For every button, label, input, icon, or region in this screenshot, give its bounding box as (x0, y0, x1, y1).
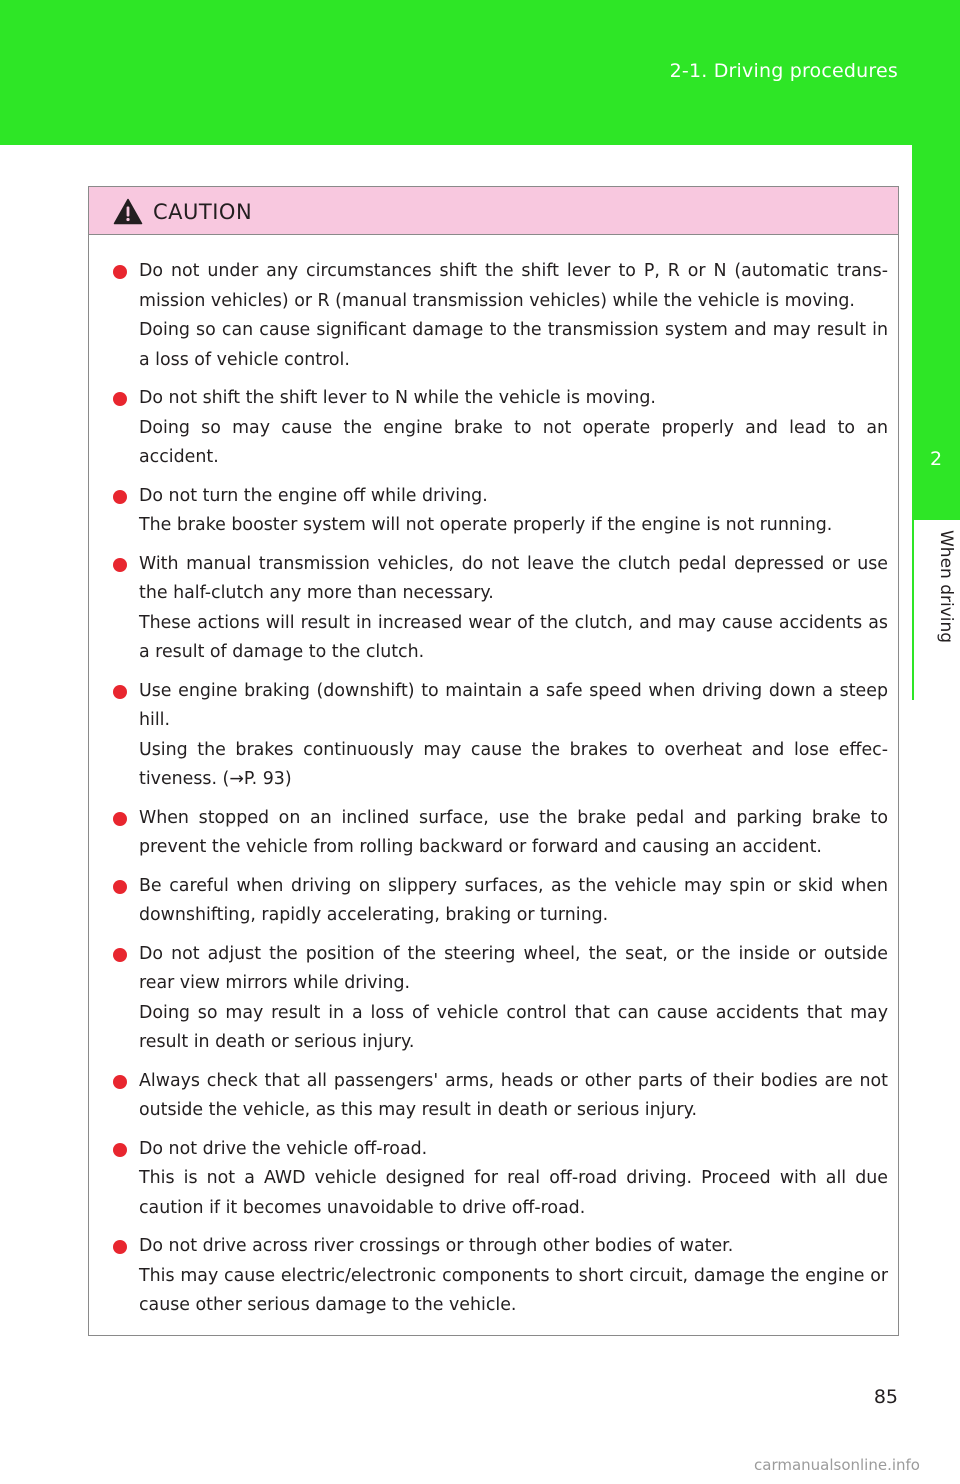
page-number: 85 (873, 1386, 898, 1408)
caution-item-text: Always check that all passengers' arms, heads or other parts of their bodies are not outside the vehicle, as this may result in death or serious injury. (139, 1070, 888, 1120)
caution-item (113, 677, 888, 795)
caution-item-text: Do not under any circumstances shift the shift lever to P, R or N (automatic trans-mission vehicles) or R (manual transmission vehicles) while the vehicle is moving. (139, 261, 888, 311)
caution-item-text: Do not adjust the position of the steering wheel, the seat, or the inside or outside rear view mirrors while driving. (139, 943, 888, 993)
bullet-icon (113, 1240, 127, 1254)
caution-item-detail: Using the brakes continuously may cause the brakes to overheat and lose effec-tiveness. (→P. 93) (139, 739, 888, 789)
caution-header (89, 187, 898, 235)
caution-title: CAUTION (153, 200, 253, 224)
caution-item-text: Do not drive the vehicle off-road. (139, 1138, 428, 1159)
chapter-number: 2 (929, 448, 943, 470)
warning-triangle-icon (113, 198, 143, 225)
caution-item-detail: Doing so can cause significant damage to the transmission system and may result in a loss of vehicle control. (139, 320, 888, 370)
caution-item-text: Do not shift the shift lever to N while the vehicle is moving. (139, 388, 656, 408)
caution-item (113, 550, 888, 668)
bullet-icon (113, 392, 127, 406)
section-title: 2-1. Driving procedures (669, 60, 898, 82)
caution-item-detail: This may cause electric/electronic components to short circuit, damage the engine or cause other serious damage to the vehicle. (139, 1265, 888, 1315)
caution-item (113, 872, 888, 931)
bullet-icon (113, 812, 127, 826)
watermark: carmanualsonline.info (754, 1456, 920, 1474)
chapter-divider (912, 520, 914, 700)
caution-item (113, 1067, 888, 1126)
bullet-icon (113, 558, 127, 572)
caution-item (113, 482, 888, 541)
caution-item-detail: Doing so may cause the engine brake to not operate properly and lead to an accident. (139, 417, 888, 467)
bullet-icon (113, 490, 127, 504)
caution-item-detail: This is not a AWD vehicle designed for real off-road driving. Proceed with all due caution if it becomes unavoidable to drive off-road. (139, 1168, 888, 1218)
caution-item (113, 384, 888, 473)
caution-item-text: With manual transmission vehicles, do not leave the clutch pedal depressed or use the half-clutch any more than necessary. (139, 553, 888, 603)
caution-item-text: Do not turn the engine off while driving. (139, 485, 488, 506)
caution-item-detail: Doing so may result in a loss of vehicle control that can cause accidents that may result in death or serious injury. (139, 1002, 888, 1052)
caution-item-text: When stopped on an inclined surface, use the brake pedal and parking brake to prevent the vehicle from rolling backward or forward and causing an accident. (139, 807, 888, 857)
caution-item-detail: These actions will result in increased wear of the clutch, and may cause accidents as a result of damage to the clutch. (139, 612, 888, 662)
caution-item (113, 1232, 888, 1321)
caution-item-text: Use engine braking (downshift) to maintain a safe speed when driving down a steep hill. (139, 680, 888, 730)
caution-item-text: Be careful when driving on slippery surfaces, as the vehicle may spin or skid when downshifting, rapidly accelerating, braking or turning. (139, 875, 888, 925)
caution-item-text: Do not drive across river crossings or through other bodies of water. (139, 1236, 734, 1256)
caution-list (89, 235, 898, 1321)
caution-item (113, 257, 888, 375)
bullet-icon (113, 265, 127, 279)
caution-item (113, 1135, 888, 1224)
bullet-icon (113, 1143, 127, 1157)
caution-box (88, 186, 899, 1336)
bullet-icon (113, 685, 127, 699)
caution-item (113, 804, 888, 863)
caution-item-detail: The brake booster system will not operate properly if the engine is not running. (139, 515, 833, 535)
bullet-icon (113, 948, 127, 962)
bullet-icon (113, 1075, 127, 1089)
bullet-icon (113, 880, 127, 894)
chapter-label: When driving (936, 530, 956, 644)
caution-item (113, 940, 888, 1058)
